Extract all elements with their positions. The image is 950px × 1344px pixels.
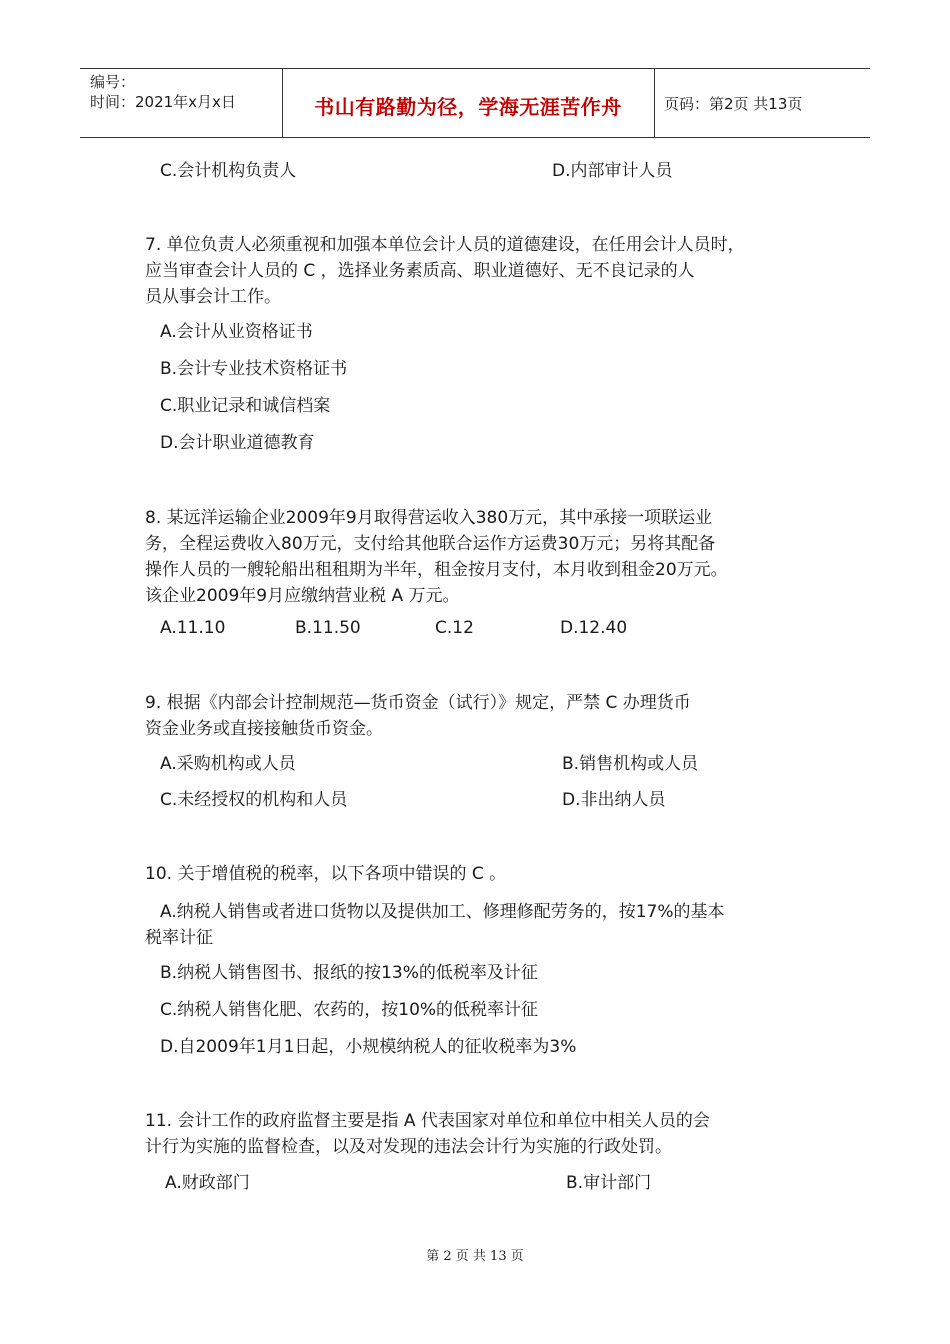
q9-stem-line-2: 资金业务或直接接触货币资金。 <box>145 719 383 739</box>
q10-option-a-line-1: A.纳税人销售或者进口货物以及提供加工、修理修配劳务的，按17%的基本 <box>160 902 725 922</box>
q7-option-d: D.会计职业道德教育 <box>160 433 315 453</box>
q7-option-b: B.会计专业技术资格证书 <box>160 359 348 379</box>
q6-option-d: D.内部审计人员 <box>552 161 673 181</box>
q11-stem-line-2: 计行为实施的监督检查，以及对发现的违法会计行为实施的行政处罚。 <box>145 1137 672 1157</box>
document-number-label: 编号： <box>90 73 136 91</box>
q11-stem-line-1: 11. 会计工作的政府监督主要是指 A 代表国家对单位和单位中相关人员的会 <box>145 1111 710 1131</box>
q10-option-d: D.自2009年1月1日起，小规模纳税人的征收税率为3% <box>160 1037 577 1057</box>
q9-option-a: A.采购机构或人员 <box>160 754 296 774</box>
page-header <box>80 68 870 138</box>
q9-option-c: C.未经授权的机构和人员 <box>160 790 348 810</box>
q8-option-d: D.12.40 <box>560 618 628 638</box>
header-page-info: 页码：第2页 共13页 <box>664 95 803 113</box>
q7-option-c: C.职业记录和诚信档案 <box>160 396 331 416</box>
q10-option-a-line-2: 税率计征 <box>145 928 213 948</box>
q6-option-c: C.会计机构负责人 <box>160 161 297 181</box>
header-motto: 书山有路勤为径，学海无涯苦作舟 <box>314 95 622 119</box>
q8-stem-line-3: 操作人员的一艘轮船出租租期为半年，租金按月支付，本月收到租金20万元。 <box>145 560 728 580</box>
q8-option-c: C.12 <box>435 618 474 638</box>
q8-stem-line-2: 务，全程运费收入80万元，支付给其他联合运作方运费30万元；另将其配备 <box>145 534 716 554</box>
q9-stem-line-1: 9. 根据《内部会计控制规范—货币资金（试行）》规定，严禁 C 办理货币 <box>145 693 691 713</box>
q11-option-a: A.财政部门 <box>165 1173 250 1193</box>
q8-option-b: B.11.50 <box>295 618 361 638</box>
header-info-cell <box>80 69 283 137</box>
q7-option-a: A.会计从业资格证书 <box>160 322 313 342</box>
q10-option-b: B.纳税人销售图书、报纸的按13%的低税率及计征 <box>160 963 538 983</box>
q11-option-b: B.审计部门 <box>566 1173 652 1193</box>
page-footer: 第 2 页 共 13 页 <box>426 1249 524 1264</box>
q8-stem-line-4: 该企业2009年9月应缴纳营业税 A 万元。 <box>145 586 460 606</box>
q7-stem-line-1: 7. 单位负责人必须重视和加强本单位会计人员的道德建设，在任用会计人员时， <box>145 235 745 255</box>
q8-option-a: A.11.10 <box>160 618 226 638</box>
q7-stem-line-2: 应当审查会计人员的 C ，选择业务素质高、职业道德好、无不良记录的人 <box>145 261 695 281</box>
document-date-label: 时间：2021年x月x日 <box>90 93 236 111</box>
q7-stem-line-3: 员从事会计工作。 <box>145 287 281 307</box>
q9-option-d: D.非出纳人员 <box>562 790 666 810</box>
header-motto-cell <box>282 69 655 137</box>
q8-stem-line-1: 8. 某远洋运输企业2009年9月取得营运收入380万元，其中承接一项联运业 <box>145 508 713 528</box>
q10-stem: 10. 关于增值税的税率，以下各项中错误的 C 。 <box>145 864 507 884</box>
q10-option-c: C.纳税人销售化肥、农药的，按10%的低税率计征 <box>160 1000 539 1020</box>
header-page-cell <box>654 69 870 137</box>
q9-option-b: B.销售机构或人员 <box>562 754 699 774</box>
